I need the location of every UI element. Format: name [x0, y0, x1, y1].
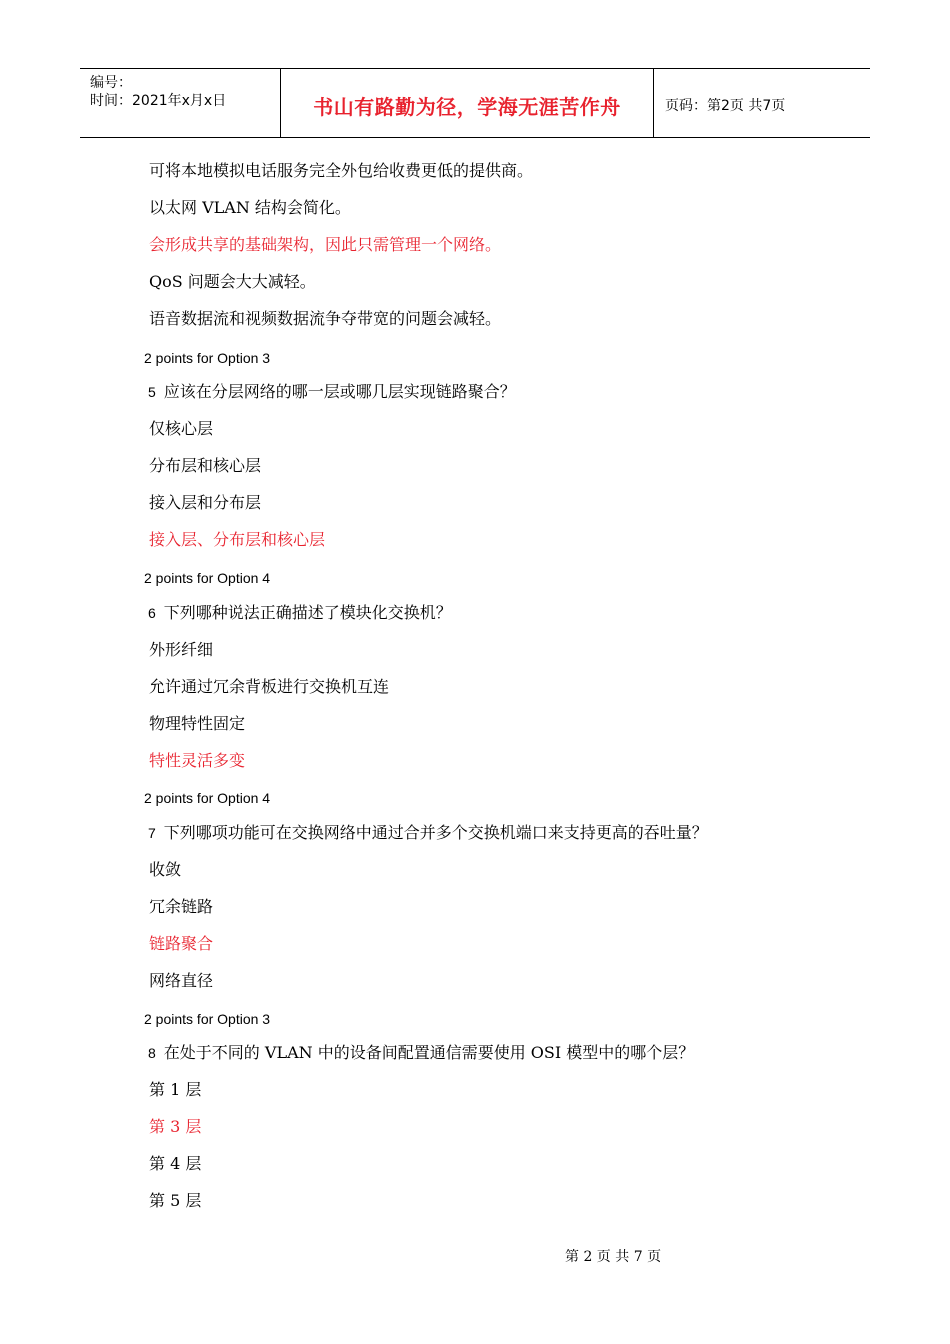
number-label: 编号： [90, 75, 132, 91]
option: 外形纤细 [149, 640, 214, 659]
option: 收敛 [149, 860, 182, 879]
option: 物理特性固定 [149, 714, 246, 733]
question-number: 6 [148, 605, 156, 621]
question-text: 下列哪项功能可在交换网络中通过合并多个交换机端口来支持更高的吞吐量？ [163, 823, 708, 842]
page-header [80, 68, 870, 138]
question-number: 8 [148, 1045, 156, 1061]
option: 冗余链路 [149, 897, 214, 916]
header-middle-cell [281, 69, 654, 137]
option: 接入层和分布层 [149, 493, 262, 512]
page-code: 页码：第2页 共7页 [665, 98, 786, 114]
option: 网络直径 [149, 971, 214, 990]
question-number: 7 [148, 825, 156, 841]
header-motto: 书山有路勤为径，学海无涯苦作舟 [313, 95, 621, 119]
page-footer: 第 2 页 共 7 页 [565, 1249, 662, 1265]
question [148, 382, 516, 402]
option: 第 1 层 [149, 1080, 202, 1099]
points-note: 2 points for Option 4 [144, 570, 271, 586]
header-right-cell [654, 69, 870, 137]
points-note: 2 points for Option 3 [144, 1011, 271, 1027]
option: 以太网 VLAN 结构会简化。 [149, 198, 351, 217]
question-text: 应该在分层网络的哪一层或哪几层实现链路聚合？ [163, 382, 516, 401]
answer-option: 会形成共享的基础架构，因此只需管理一个网络。 [149, 235, 502, 254]
points-note: 2 points for Option 4 [144, 790, 271, 806]
option: 可将本地模拟电话服务完全外包给收费更低的提供商。 [149, 161, 534, 180]
option: 第 5 层 [149, 1191, 202, 1210]
option: 分布层和核心层 [149, 456, 262, 475]
question [148, 1043, 694, 1063]
question [148, 603, 452, 623]
option: 语音数据流和视频数据流争夺带宽的问题会减轻。 [149, 309, 502, 328]
option: QoS 问题会大大减轻。 [149, 272, 316, 291]
answer-option: 特性灵活多变 [149, 751, 246, 770]
option: 允许通过冗余背板进行交换机互连 [149, 677, 390, 696]
answer-option: 第 3 层 [149, 1117, 202, 1136]
time-label: 时间：2021年x月x日 [90, 93, 227, 109]
question-text: 在处于不同的 VLAN 中的设备间配置通信需要使用 OSI 模型中的哪个层？ [163, 1043, 695, 1062]
question-text: 下列哪种说法正确描述了模块化交换机？ [163, 603, 452, 622]
header-left-cell [80, 69, 281, 137]
option: 第 4 层 [149, 1154, 202, 1173]
answer-option: 接入层、分布层和核心层 [149, 530, 326, 549]
question [148, 823, 708, 843]
question-number: 5 [148, 384, 156, 400]
answer-option: 链路聚合 [149, 934, 214, 953]
points-note: 2 points for Option 3 [144, 350, 271, 366]
option: 仅核心层 [149, 419, 214, 438]
